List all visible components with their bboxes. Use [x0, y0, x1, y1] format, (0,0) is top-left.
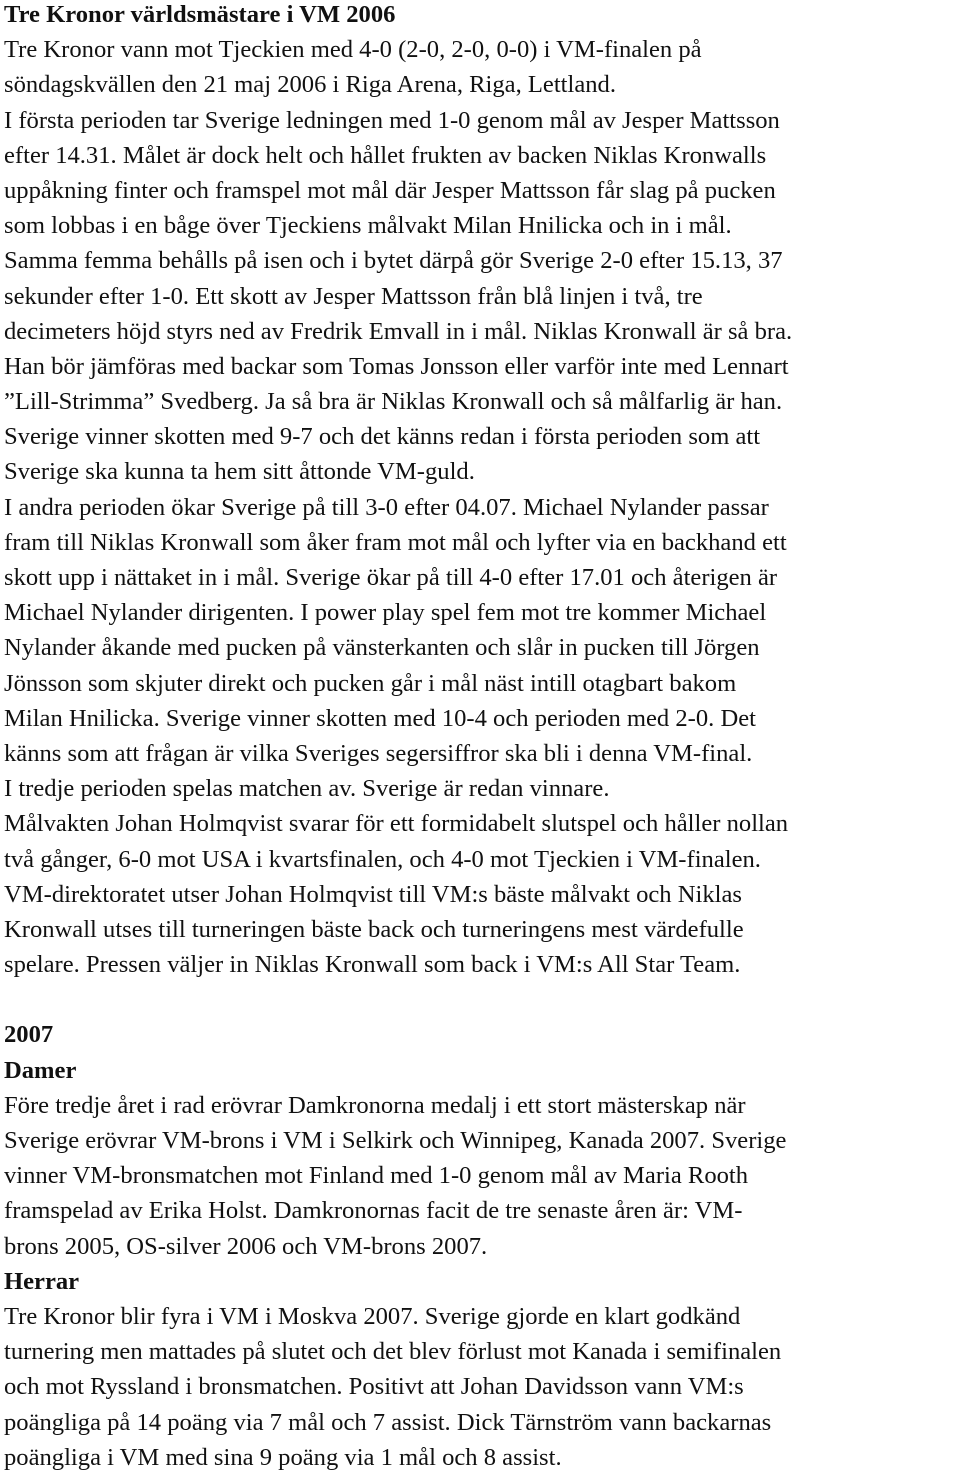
section-title-2006: Tre Kronor världsmästare i VM 2006 [4, 1, 396, 28]
paragraph-damer [4, 1088, 960, 1264]
text-line: spelare. Pressen väljer in Niklas Kronwall som back i VM:s All Star Team. [4, 951, 741, 979]
blank-line [4, 982, 960, 1017]
text-line: Målvakten Johan Holmqvist svarar för ett formidabelt slutspel och håller nollan [4, 810, 789, 838]
text-line: poängliga på 14 poäng via 7 mål och 7 assist. Dick Tärnström vann backarnas [4, 1408, 772, 1436]
text-line: Kronwall utses till turneringen bäste back och turneringens mest värdefulle [4, 915, 744, 943]
text-line: Tre Kronor blir fyra i VM i Moskva 2007. Sverige gjorde en klart godkänd [4, 1302, 741, 1330]
text-line: uppåkning finter och framspel mot mål där Jesper Mattsson får slag på pucken [4, 176, 776, 204]
text-line: som lobbas i en båge över Tjeckiens målvakt Milan Hnilicka och in i mål. [4, 212, 732, 240]
text-line: framspelad av Erika Holst. Damkronornas facit de tre senaste åren är: VM- [4, 1197, 743, 1225]
text-line: Jönsson som skjuter direkt och pucken går i mål näst intill otagbart bakom [4, 669, 737, 697]
paragraph-2006 [4, 32, 960, 982]
text-line: I tredje perioden spelas matchen av. Sverige är redan vinnare. [4, 775, 610, 803]
text-line: poängliga i VM med sina 9 poäng via 1 mål och 8 assist. [4, 1443, 562, 1471]
text-line: decimeters höjd styrs ned av Fredrik Emvall in i mål. Niklas Kronwall är så bra. [4, 317, 793, 345]
text-line: Sverige erövrar VM-brons i VM i Selkirk och Winnipeg, Kanada 2007. Sverige [4, 1127, 787, 1154]
text-line: Sverige vinner skotten med 9-7 och det känns redan i första perioden som att [4, 423, 761, 451]
text-line: turnering men mattades på slutet och det blev förlust mot Kanada i semifinalen [4, 1338, 782, 1366]
subheading-herrar: Herrar [4, 1267, 80, 1295]
text-line: Michael Nylander dirigenten. I power play spel fem mot tre kommer Michael [4, 599, 767, 627]
text-line: Sverige ska kunna ta hem sitt åttonde VM-guld. [4, 458, 475, 486]
text-line: VM-direktoratet utser Johan Holmqvist till VM:s bäste målvakt och Niklas [4, 880, 742, 908]
text-line: Före tredje året i rad erövrar Damkronorna medalj i ett stort mästerskap när [4, 1091, 746, 1119]
text-line: I första perioden tar Sverige ledningen med 1-0 genom mål av Jesper Mattsson [4, 106, 780, 134]
text-line: brons 2005, OS-silver 2006 och VM-brons 2007. [4, 1232, 488, 1260]
text-line: I andra perioden ökar Sverige på till 3-0 efter 04.07. Michael Nylander passar [4, 493, 769, 521]
text-line: fram till Niklas Kronwall som åker fram mot mål och lyfter via en backhand ett [4, 528, 787, 556]
text-line: söndagskvällen den 21 maj 2006 i Riga Arena, Riga, Lettland. [4, 71, 616, 99]
text-line: Nylander åkande med pucken på vänsterkanten och slår in pucken till Jörgen [4, 634, 760, 662]
text-line: sekunder efter 1-0. Ett skott av Jesper Mattsson från blå linjen i två, tre [4, 282, 703, 310]
text-line: Samma femma behålls på isen och i bytet därpå gör Sverige 2-0 efter 15.13, 37 [4, 247, 783, 275]
subheading-damer: Damer [4, 1056, 77, 1084]
paragraph-herrar [4, 1299, 960, 1475]
text-line: Han bör jämföras med backar som Tomas Jonsson eller varför inte med Lennart [4, 352, 789, 380]
text-line: ”Lill-Strimma” Svedberg. Ja så bra är Niklas Kronwall och så målfarlig är han. [4, 388, 783, 416]
text-line: och mot Ryssland i bronsmatchen. Positivt att Johan Davidsson vann VM:s [4, 1373, 744, 1401]
text-line: känns som att frågan är vilka Sveriges segersiffror ska bli i denna VM-final. [4, 739, 753, 767]
section-title-2007: 2007 [4, 1021, 54, 1049]
text-line: Tre Kronor vann mot Tjeckien med 4-0 (2-0, 2-0, 0-0) i VM-finalen på [4, 36, 702, 64]
text-line: skott upp i nättaket in i mål. Sverige ökar på till 4-0 efter 17.01 och återigen är [4, 564, 778, 591]
text-line: efter 14.31. Målet är dock helt och hållet frukten av backen Niklas Kronwalls [4, 141, 767, 169]
text-line: två gånger, 6-0 mot USA i kvartsfinalen, och 4-0 mot Tjeckien i VM-finalen. [4, 845, 761, 873]
text-line: Milan Hnilicka. Sverige vinner skotten med 10-4 och perioden med 2-0. Det [4, 704, 756, 732]
text-line: vinner VM-bronsmatchen mot Finland med 1-0 genom mål av Maria Rooth [4, 1162, 749, 1190]
